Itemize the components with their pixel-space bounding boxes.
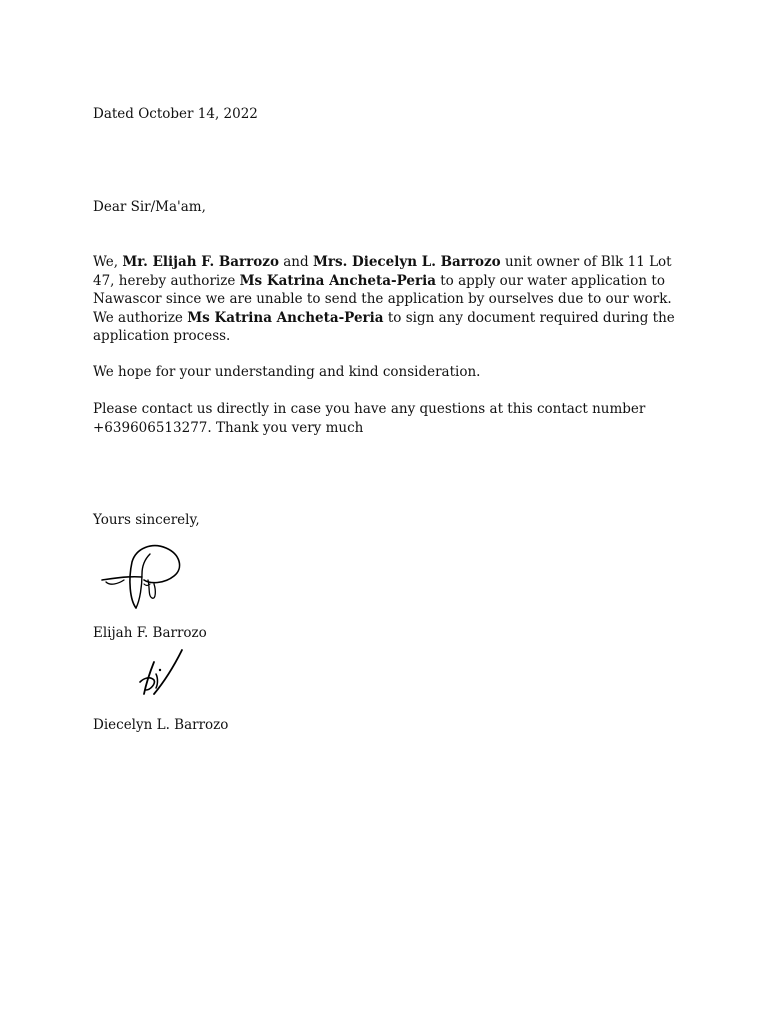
para-text: and	[278, 254, 313, 270]
para-text: to sign any document required during the application process.	[93, 309, 675, 344]
authorized-person: Ms Katrina Ancheta-Peria	[187, 309, 384, 326]
understanding-paragraph: We hope for your understanding and kind consideration.	[93, 364, 481, 380]
authorization-paragraph	[93, 253, 693, 346]
signature-1	[98, 540, 188, 616]
closing: Yours sincerely,	[93, 512, 200, 528]
contact-paragraph: Please contact us directly in case you have any questions at this contact number +639606513277. Thank you very much	[93, 401, 646, 436]
signatory-name-2: Diecelyn L. Barrozo	[93, 717, 229, 733]
signature-2	[120, 646, 192, 710]
owner-name-2: Mrs. Diecelyn L. Barrozo	[312, 254, 501, 270]
owner-name-1: Mr. Elijah F. Barrozo	[122, 254, 279, 270]
salutation: Dear Sir/Ma'am,	[93, 199, 206, 215]
signatory-name-1: Elijah F. Barrozo	[93, 625, 207, 641]
authorized-person: Ms Katrina Ancheta-Peria	[239, 272, 436, 289]
letter-date: Dated October 14, 2022	[93, 106, 258, 122]
para-text: unit owner of Blk 11 Lot 47, hereby authorize	[93, 254, 672, 289]
para-text: We,	[93, 254, 123, 270]
para-text: to apply our water application to Nawascor since we are unable to send the application by ourselves due to our work. We authorize	[93, 272, 672, 326]
